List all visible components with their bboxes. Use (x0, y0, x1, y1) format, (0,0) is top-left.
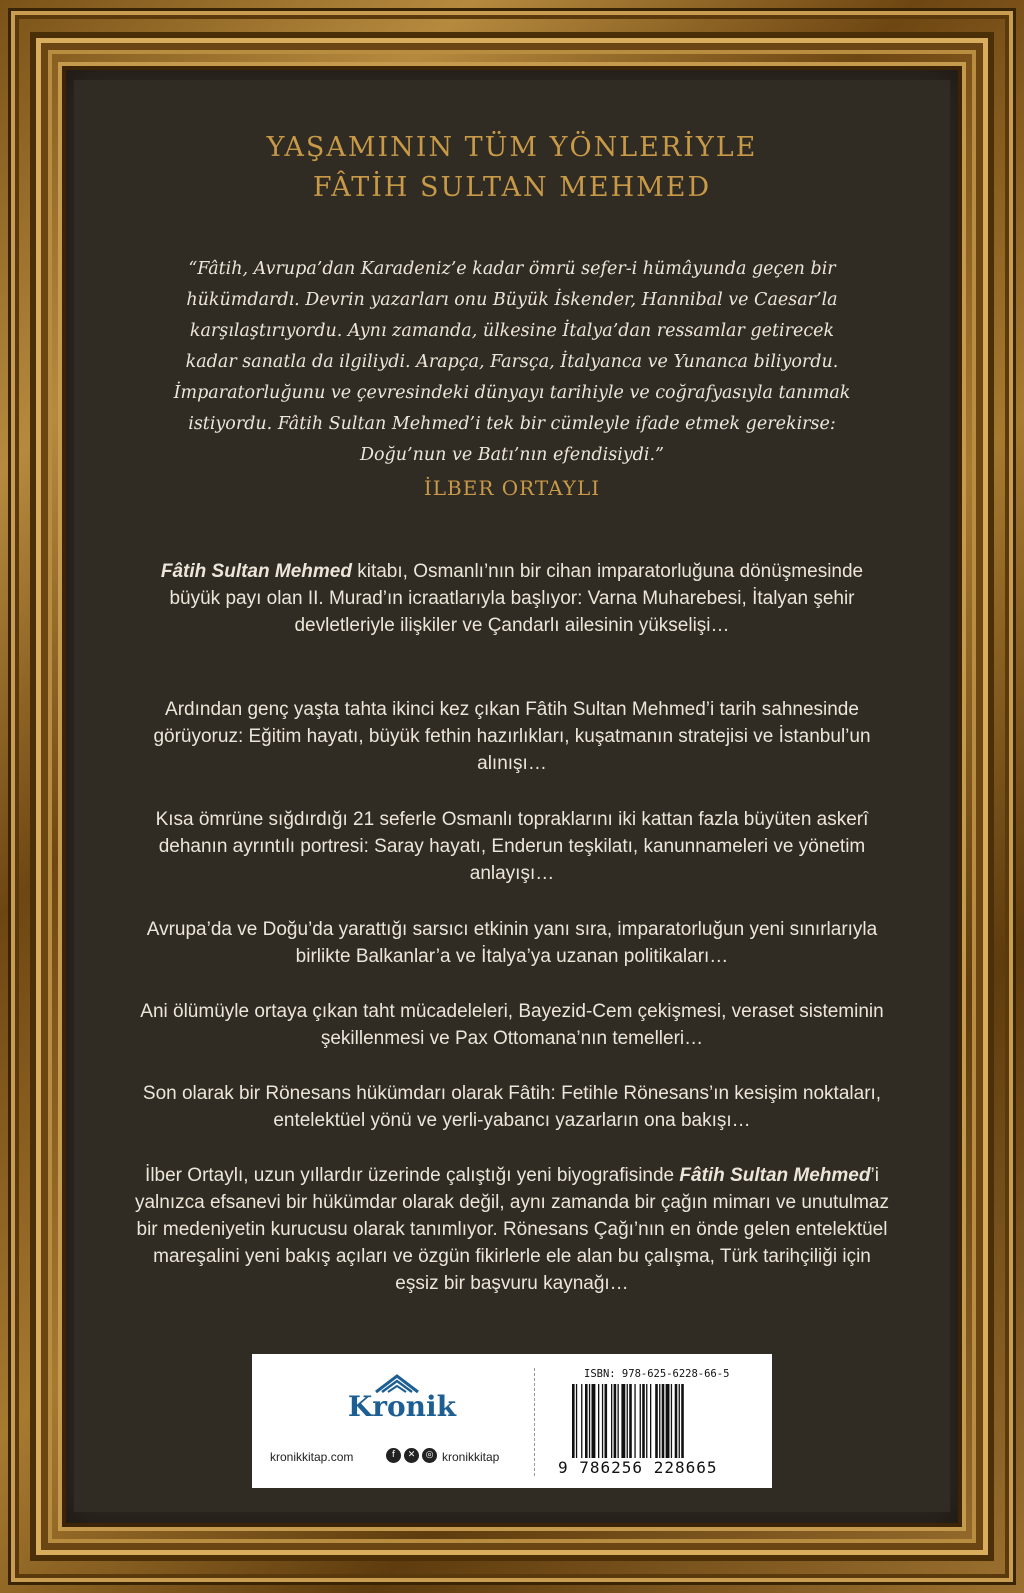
barcode-bar (671, 1384, 672, 1458)
instagram-icon: ◎ (422, 1448, 437, 1463)
barcode-bar (627, 1384, 628, 1458)
blurb-quote: “Fâtih, Avrupa’dan Karadeniz’e kadar ömrü sefer-i hümâyunda geçen bir hükümdardı. Devrin yazarları onu Büyük İskender, Hannibal ve Caesar’la karşılaştırıyordu. Aynı zamanda, ülkesine İtalya’dan ressamlar getirecek kadar sanatla da ilgiliydi. Arapça, Farsça, İtalyanca ve Yunanca biliyordu. İmparatorluğunu ve çevresindeki dünyayı tarihiyle ve coğrafyasıyla tanımak istiyordu. Fâtih Sultan Mehmed’i tek bir cümleyle ifade etmek gerekirse: Doğu’nun ve Batı’nın efendisiydi.” (173, 259, 851, 465)
description-paragraph (134, 558, 890, 639)
barcode-bar (650, 1384, 651, 1458)
description-paragraph (134, 1162, 890, 1297)
barcode-bar (675, 1384, 678, 1458)
paragraph-text: ’i yalnızca efsanevi bir hükümdar olarak değil, aynı zamanda bir çağın mimarı ve unutulmaz bir medeniyetin kurucusu olarak tanımlıyor. Rönesans Çağı’nın en önde gelen entelektüel mareşalini yeni bakış açıları ve özgün fikirlerle ele alan bu çalışma, Türk tarihçiliği için eşsiz bir başvuru kaynağı… (134, 1165, 890, 1294)
description-paragraph: Avrupa’da ve Doğu’da yarattığı sarsıcı etkinin yanı sıra, imparatorluğun yeni sınırlarıyla birlikte Balkanlar’a ve İtalya’ya uzanan politikaları… (146, 919, 878, 967)
barcode-bar (605, 1384, 608, 1458)
description-paragraph: Ani ölümüyle ortaya çıkan taht mücadeleleri, Bayezid-Cem çekişmesi, veraset sisteminin şekillenmesi ve Pax Ottomana’nın temelleri… (140, 1001, 884, 1049)
isbn-text: ISBN: 978-625-6228-66-5 (584, 1368, 730, 1380)
barcode-bar (621, 1384, 625, 1458)
barcode-bar (598, 1384, 599, 1458)
social-icons (386, 1448, 437, 1463)
publisher-website: kronikkitap.com (270, 1450, 354, 1464)
barcode-bar (640, 1384, 641, 1458)
barcode-bar (581, 1384, 582, 1458)
barcode-bar (655, 1384, 658, 1458)
social-handle: kronikkitap (442, 1450, 500, 1464)
description-paragraph: Son olarak bir Rönesans hükümdarı olarak Fâtih: Fetihle Rönesans’ın kesişim noktaları, entelektüel yönü ve yerli-yabancı yazarların ona bakışı… (142, 1083, 882, 1131)
book-title-emphasis: Fâtih Sultan Mehmed (160, 561, 352, 582)
barcode-bar (589, 1384, 590, 1458)
title-line-1: YAŞAMININ TÜM YÖNLERİYLE (266, 132, 758, 163)
barcode-bar (681, 1384, 684, 1458)
barcode-bar (659, 1384, 660, 1458)
facebook-icon: f (386, 1448, 401, 1463)
publisher-barcode-label (252, 1354, 772, 1488)
barcode-bar (585, 1384, 588, 1458)
barcode-bar (634, 1384, 635, 1458)
barcode-bar (642, 1384, 645, 1458)
barcode-bar (592, 1384, 596, 1458)
label-divider (534, 1368, 535, 1476)
barcode-bar (662, 1384, 665, 1458)
barcode-bar (629, 1384, 632, 1458)
paragraph-text: kitabı, Osmanlı’nın bir cihan imparatorluğuna dönüşmesinde büyük payı olan II. Murad’ın icraatlarıyla başlıyor: Varna Muharebesi, İtalyan şehir devletleriyle ilişkiler ve Çandarlı ailesinin yükselişi… (169, 561, 864, 636)
book-title-emphasis: Fâtih Sultan Mehmed (679, 1165, 871, 1186)
paragraph-text: İlber Ortaylı, uzun yıllardır üzerinde çalıştığı yeni biyografisinde (145, 1165, 680, 1186)
barcode-bar (679, 1384, 680, 1458)
x-icon: ✕ (404, 1448, 419, 1463)
description-paragraph: Kısa ömrüne sığdırdığı 21 seferle Osmanlı topraklarını iki kattan fazla büyüten askerî dehanın ayrıntılı portresi: Saray hayatı, Enderun teşkilatı, kanunnameleri ve yönetim anlayışı… (155, 809, 869, 884)
barcode-bar (611, 1384, 612, 1458)
barcode-number: 9 786256 228665 (558, 1458, 718, 1477)
barcode-bar (666, 1384, 670, 1458)
quote-author: İLBER ORTAYLI (423, 476, 601, 500)
barcode-bar (614, 1384, 617, 1458)
barcode-bar (576, 1384, 577, 1458)
title-line-2: FÂTİH SULTAN MEHMED (312, 172, 712, 203)
barcode-bar (602, 1384, 603, 1458)
publisher-logo: Kronik (347, 1390, 457, 1423)
barcode-bar (646, 1384, 647, 1458)
barcode-bar (618, 1384, 619, 1458)
isbn-barcode (570, 1384, 758, 1458)
barcode-bar (572, 1384, 575, 1458)
back-cover-panel (74, 80, 950, 1512)
description-paragraph: Ardından genç yaşta tahta ikinci kez çıkan Fâtih Sultan Mehmed’i tarih sahnesinde görüyoruz: Eğitim hayatı, büyük fethin hazırlıkları, kuşatmanın stratejisi ve İstanbul’un alınışı… (153, 699, 871, 774)
